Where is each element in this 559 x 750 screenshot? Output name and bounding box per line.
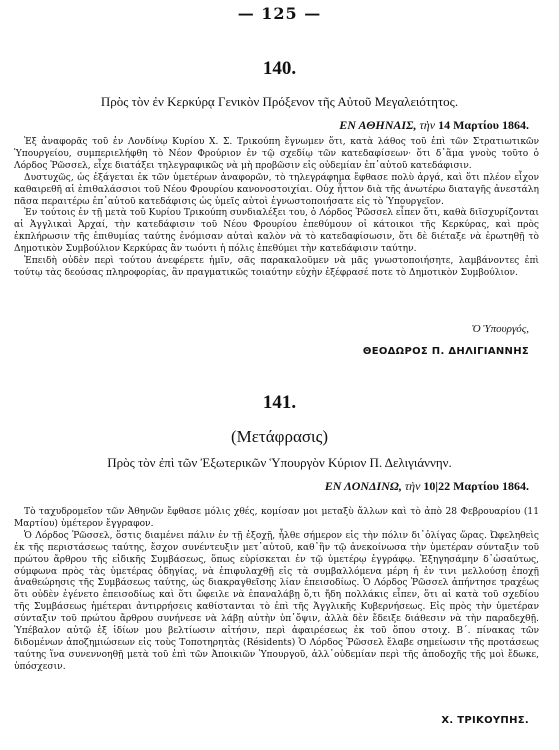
body-paragraph: Δυστυχῶς, ὡς ἐξάγεται ἐκ τῶν ὑμετέρων ἀναφορῶν, τὸ τηλεγράφημα ἔφθασε πολὺ ἀργά, καὶ ὅτι πλέον εἶχον καθαιρεθῆ αἱ ἐπιθαλάσσιοι τοῦ Νέου Φρουρίου κανονοστοιχίαι. Οὐχ ἧττον διὰ τῆς ἀνωτέρω διαταγῆς ἀνεστάλη πᾶσα περαιτέρω ἐπ᾽αὐτοῦ κατεδάφισις ὡς ὑμεῖς αὐτοὶ ἐγνωστοποιήσατε εἰς τὸ Ὑπουργεῖον. — [14, 172, 539, 207]
body-paragraph: Ἐξ ἀναφορᾶς τοῦ ἐν Λονδίνῳ Κυρίου Χ. Σ. Τρικούπη ἔγνωμεν ὅτι, κατὰ λάθος τοῦ ἐπὶ τῶν Στρατιωτικῶν Ὑπουργείου, συμπεριελήφθη τὸ Νέον Φρούριον ἐν τῷ σχεδίῳ τῶν κατεδαφίσεων· ὅτι δ᾽ἅμα γνοὺς τοῦτο ὁ Λόρδος Ῥῶσσελ, εἶχε διατάξει τηλεγραφικῶς νὰ μὴ προβῶσιν εἰς οὐδεμίαν ἐπ᾽αὐτοῦ κατεδάφισιν. — [14, 137, 539, 171]
closing-title: Ὁ Ὑπουργός, — [471, 323, 529, 335]
body-paragraph: Ἐν τούτοις ἐν τῇ μετὰ τοῦ Κυρίου Τρικούπη συνδιαλέξει του, ὁ Λόρδος Ῥῶσσελ εἶπεν ὅτι, καθὰ διϊσχυρίζονται αἱ Ἀγγλικαὶ Ἀρχαί, τὴν κατεδάφισιν τοῦ Νέου Φρουρίου ἐπεθύμουν οἱ κάτοικοι τῆς Κερκύρας, καὶ πρὸς ἐκπλήρωσιν τῆς ἐπιθυμίας ταύτης ἐνόμισαν αὐταὶ καλὸν νὰ τὸ κατεδαφίσωσιν, ὅτι δὲ διέταξε νὰ ἐρωτηθῇ τὸ Δημοτικὸν Συμβούλιον Κερκύρας ἂν τωόντι ἡ πόλις ἐπεθύμει τὴν κατεδάφισιν ταύτην. — [14, 208, 539, 255]
document-body — [14, 507, 539, 674]
document-number: 140. — [262, 58, 297, 79]
document-number: 141. — [262, 392, 297, 413]
document-recipient: Πρὸς τὸν ἐπὶ τῶν Ἐξωτερικῶν Ὑπουργὸν Κύριον Π. Δελιγιάννην. — [107, 455, 452, 470]
document-dateline — [339, 118, 529, 133]
signature: Χ. ΤΡΙΚΟΥΠΗΣ. — [441, 715, 529, 726]
document-recipient: Πρὸς τὸν ἐν Κερκύρᾳ Γενικὸν Πρόξενον τῆς Αὐτοῦ Μεγαλειότητος. — [100, 94, 459, 109]
page-number: — 125 — — [237, 4, 322, 23]
dateline-connector: τὴν — [404, 479, 421, 493]
body-paragraph: Ὁ Λόρδος Ῥῶσσελ, ὅστις διαμένει πάλιν ἐν τῇ ἐξοχῇ, ἦλθε σήμερον εἰς τὴν πόλιν δι᾽ὀλίγας ὥρας. Ὠφεληθεὶς ἐκ τῆς περιστάσεως ταύτης, ἔσχον συνέντευξιν μετ᾽αὐτοῦ, καθ᾽ἣν τῷ ἀνεκοίνωσα τὴν ὑμετέραν σύνταξιν τοῦ πρώτου ἄρθρου τῆς εἰδικῆς Συμβάσεως, ὅπως εὑρίσκεται ἐν τῷ ὑμετέρῳ ἐγγράφῳ. Ἐξηγησάμην δ᾽ὡσαύτως, σύμφωνα πρὸς τὰς ὑμετέρας ὁδηγίας, νὰ ἐπιφυλαχθῇ εἰς τὰ συμβαλλόμενα μέρη ἡ ἐν τινι μελλούσῃ ἐποχῇ ἀναθεώρησις τῆς Συμβάσεως ταύτης, ὡς διακραγθεῖσης λίαν ἐπεισοδίως. Ὁ Λόρδος Ῥῶσσελ ἀπήντησε τραχέως ὅτι οὐδὲν ἐγένετο ἐπεισοδίως καὶ ὅτι ὤφειλε νὰ ἐπαναλάβῃ ὅ,τι ἤδη πολλάκις εἶπεν, ὅτι αἱ κατὰ τοῦ σχεδίου τῆς Συμβάσεως ἡμέτεραι ἀντιρρήσεις καθίστανται τὸ ἐπὶ τῆς Ἀγγλικῆς Κυβερνήσεως. Εἰς πρὸς τὴν ὑμετέραν σύνταξιν τοῦ πρώτου ἄρθρου συνήνεσε νὰ λάβῃ αὐτὴν ὑπ᾽ὄψιν, ἀλλὰ δὲν ἔδειξε διάθεσιν νὰ τὴν παραδεχθῇ. Ὑπέβαλον αὐτῷ ἐξ ἰδίων μου βελτίωσιν αἰτήσιν, περὶ ἀφαιρέσεως ἐκ τοῦ ὅπου στοιχ. Β΄. πίνακας τῶν διδομένων ἀποζημιώσεων εἰς τοὺς Τοποτηρητὰς (Résidents) Ὁ Λόρδος Ῥῶσσελ ἔλαβε σημείωσιν τῆς προτάσεως ταύτης ἵνα συνεννοηθῇ μετὰ τοῦ ἐπὶ τῶν Ἀποικιῶν Ὑπουργοῦ, ἀλλ᾽οὐδεμίαν περὶ τῆς ἀποδοχῆς τῆς μοὶ ἔδωκε, ὑπόσχεσιν. — [14, 530, 539, 672]
document-body — [14, 137, 539, 280]
dateline-date: 10|22 Μαρτίου 1864. — [423, 479, 529, 493]
dateline-place: ΕΝ ΑΘΗΝΑΙΣ, — [339, 118, 417, 132]
dateline-connector: τὴν — [419, 118, 436, 132]
dateline-date: 14 Μαρτίου 1864. — [438, 118, 529, 132]
signature: ΘΕΟΔΩΡΟΣ Π. ΔΗΛΙΓΙΑΝΝΗΣ — [362, 346, 529, 357]
document-subtitle: (Μετάφρασις) — [231, 427, 328, 446]
body-paragraph: Ἐπειδὴ οὐδὲν περὶ τούτου ἀνεφέρετε ἡμῖν, σᾶς παρακαλοῦμεν νὰ μᾶς γνωστοποιήσητε, λαμβάνοντες ἐπὶ τούτῳ τὰς δεούσας πληροφορίας, ἂν πραγματικῶς τοιαύτην εὐχὴν ἐξέφρασέ ποτε τὸ Δημοτικὸν Συμβούλιον. — [14, 256, 539, 278]
dateline-place: ΕΝ ΛΟΝΔΙΝΩ, — [324, 479, 402, 493]
body-paragraph: Τὸ ταχυδρομεῖον τῶν Ἀθηνῶν ἔφθασε μόλις χθές, κομίσαν μοι μεταξὺ ἄλλων καὶ τὸ ἀπὸ 28 Φεβρουαρίου (11 Μαρτίου) ὑμέτερον ἔγγραφον. — [14, 507, 539, 529]
document-dateline — [325, 479, 529, 494]
